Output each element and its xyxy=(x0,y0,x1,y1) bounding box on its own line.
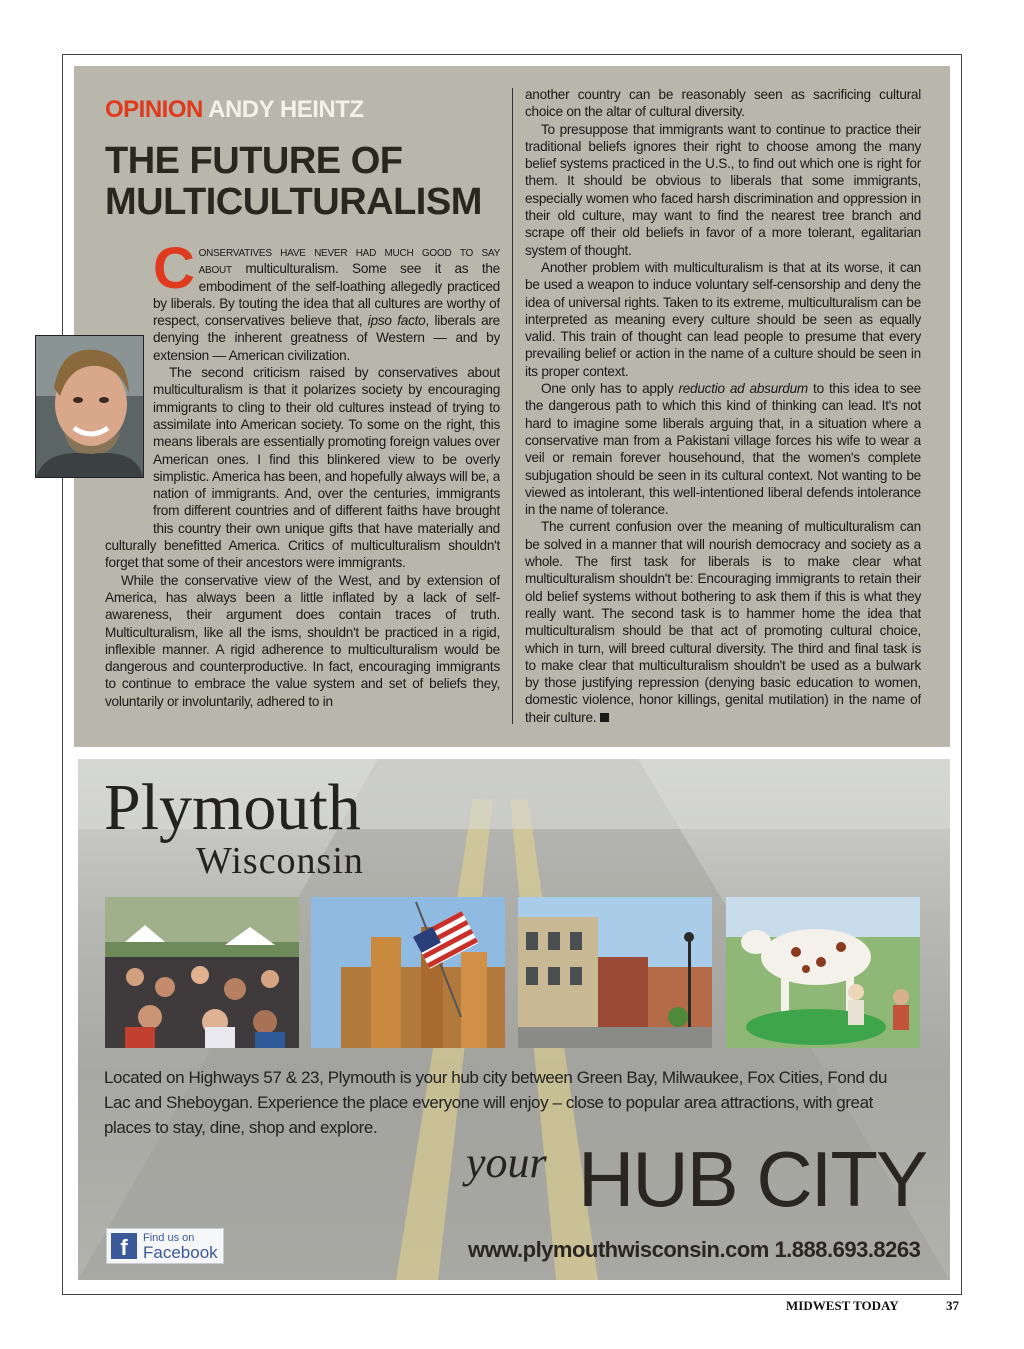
publication-name: MIDWEST TODAY xyxy=(786,1298,899,1313)
article-paragraph: While the conservative view of the West, and by extension of America, has always been a little inflated by a lack of self-awareness, their argument does contain traces of truth. Multiculturalism, like all the isms, shouldn't be practiced in a rigid, inflexible manner. A rigid adherence to multiculturalism would be dangerous and counterproductive. In fact, encouraging immigrants to continue to embrace the value system and set of beliefs they, voluntarily or involuntarily, adhered to in xyxy=(105,572,500,709)
ad-description: Located on Highways 57 & 23, Plymouth is your hub city between Green Bay, Milwaukee, Fox Cities, Fond du Lac and Sheboygan. Experience the place everyone will enjoy – close to popular area attractions, with great places to stay, dine, shop and explore. xyxy=(104,1068,888,1137)
article-paragraph xyxy=(525,380,921,518)
facebook-label: Facebook xyxy=(143,1243,218,1262)
italic-phrase: reductio ad absurdum xyxy=(678,381,808,397)
ad-town-name: Plymouth xyxy=(104,771,361,844)
article-paragraph: another country can be reasonably seen as sacrificing cultural choice on the altar of cultural diversity. xyxy=(525,87,921,120)
drop-cap: C xyxy=(153,243,195,301)
author-name: ANDY HEINTZ xyxy=(208,96,364,123)
article-title xyxy=(105,141,510,223)
street-image xyxy=(518,897,712,1048)
main-street-photo xyxy=(518,897,712,1048)
page-number: 37 xyxy=(946,1298,959,1313)
crowd-image xyxy=(105,897,299,1048)
cow-statue-photo xyxy=(726,897,920,1048)
column-divider xyxy=(512,88,513,724)
plymouth-advertisement xyxy=(78,759,950,1280)
article-kicker xyxy=(105,96,364,124)
facebook-find-us: Find us on xyxy=(143,1232,195,1244)
paragraph-text: to this idea to see the dangerous path to which this kind of thinking can lead. It's not hard to imagine some liberals arguing that, in a situation where a conservative man from a Pakistani village forces his wife to wear a veil or remain forever househound, that the women's complete subjugation should be seen in its cultural context. Not wanting to be viewed as intolerant, this well-intentioned liberal defends intolerance in the name of tolerance. xyxy=(525,381,921,518)
tagline-your: your xyxy=(466,1138,547,1187)
paragraph-text: The current confusion over the meaning of multiculturalism can be solved in a manner that will nourish democracy and society as a whole. The first task for liberals is to make clear what multiculturalism shouldn't be: Encouraging immigrants to retain their old belief systems without bothering to ask them if this is what they really want. The second task is to hammer home the idea that multiculturalism should be that act of promoting cultural choice, which in turn, will breed cultural diversity. The third and final task is to make clear that multiculturalism shouldn't be used as a bulwark by those justifying repression (denying basic education to women, domestic violence, honor killings, genital mutilation) in the name of their culture. xyxy=(525,519,921,725)
article-paragraph xyxy=(525,518,921,726)
paragraph-text: One only has to apply xyxy=(541,381,679,397)
lead-in: onservatives have never had much good to say about xyxy=(198,244,500,277)
article-column-2 xyxy=(525,86,921,731)
article-paragraph: To presuppose that immigrants want to continue to practice their traditional beliefs ignores their right to choose among the many belief systems practiced in the U.S., to find out which one is right for them. It should be obvious to liberals that some immigrants, especially women who faced harsh discrimination and oppression in their old culture, may want to find the nearest tree branch and scrape off their old beliefs in favor of a more tolerant, egalitarian system of thought. xyxy=(525,121,921,258)
section-label: OPINION xyxy=(105,96,203,123)
cow-image xyxy=(726,897,920,1048)
paragraph-text: , liberals are denying the inherent greatness of Western — and by extension — American civilization. xyxy=(153,313,500,363)
ad-contact-info[interactable]: www.plymouthwisconsin.com 1.888.693.8263 xyxy=(468,1237,921,1262)
ad-state-name: Wisconsin xyxy=(196,840,364,882)
tagline-hub-city: HUB CITY xyxy=(578,1135,927,1223)
article-column-1 xyxy=(105,243,500,728)
italic-phrase: ipso facto xyxy=(367,313,426,329)
facebook-badge[interactable] xyxy=(106,1228,224,1264)
title-line-2: MULTICULTURALISM xyxy=(105,181,482,223)
article-paragraph: The second criticism raised by conservatives about multiculturalism is that it polarizes society by encouraging immigrants to cling to their old cultures instead of trying to assimilate into American society. To some on the right, this means liberals are essentially promoting foreign values over American ones. I find this blinkered view to be overly simplistic. America has been, and hopefully always will be, a nation of immigrants. And, over the centuries, immigrants from different countries and of different faiths have brought this country their own unique gifts that have materially and culturally benefitted America. Critics of multiculturalism shouldn't forget that some of their ancestors were immigrants. xyxy=(105,365,500,571)
end-mark-icon xyxy=(600,713,609,722)
flag-building-photo xyxy=(311,897,505,1048)
article-paragraph: Another problem with multiculturalism is that at its worse, it can be used a weapon to induce voluntary self-censorship and deny the idea of universal rights. Taken to its extreme, multiculturalism can be interpreted as meaning every culture should be seen as equally valid. This train of thought can lead people to presume that every prevailing belief or action in the name of a culture should be seen in its proper context. xyxy=(525,259,921,379)
flag-image xyxy=(311,897,505,1048)
title-line-1: THE FUTURE OF xyxy=(105,140,403,182)
paragraph-text: multiculturalism. Some see it as the embodiment of the self-loathing allegedly practiced by liberals. By touting the idea that all cultures are worthy of respect, conservatives believe that, xyxy=(153,261,500,329)
festival-crowd-photo xyxy=(105,897,299,1048)
photo-wrap-space xyxy=(105,313,153,535)
facebook-icon: f xyxy=(111,1233,137,1259)
article-paragraph xyxy=(105,243,500,364)
